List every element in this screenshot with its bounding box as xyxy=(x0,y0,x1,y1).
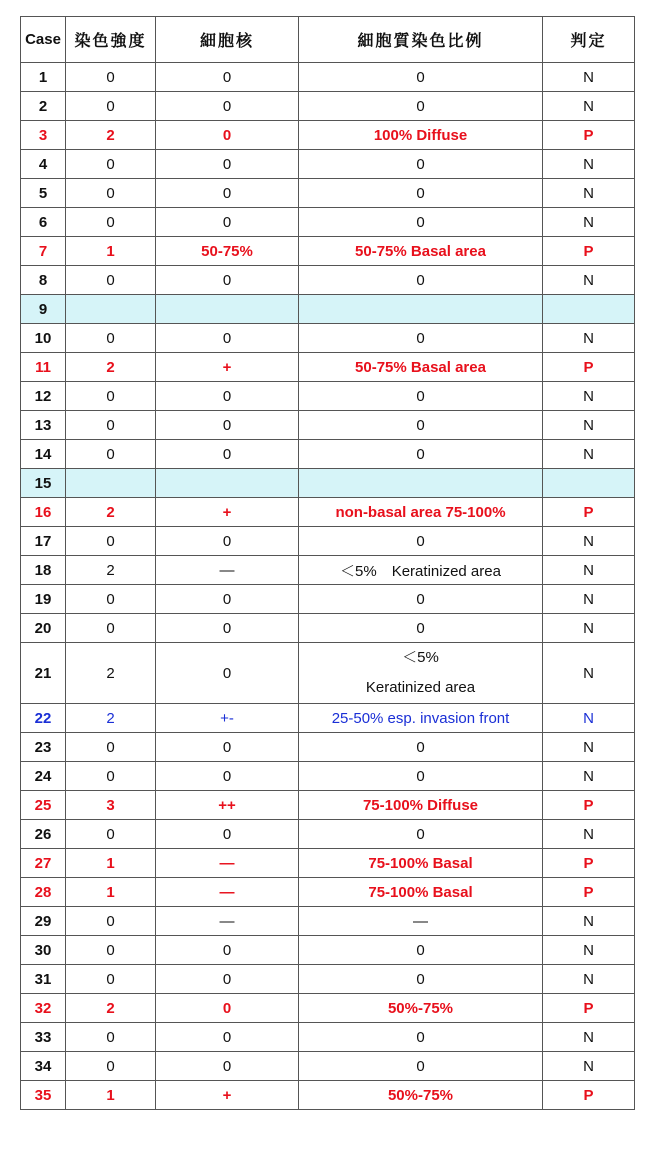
cell-case: 27 xyxy=(21,849,66,878)
cell-nucleus: 0 xyxy=(156,965,299,994)
table-row xyxy=(21,353,635,382)
cell-intensity: 0 xyxy=(66,266,156,295)
cell-intensity: 0 xyxy=(66,762,156,791)
cell-intensity: 2 xyxy=(66,353,156,382)
cell-nucleus: ++ xyxy=(156,791,299,820)
cell-intensity: 0 xyxy=(66,150,156,179)
cell-nucleus: 0 xyxy=(156,1023,299,1052)
cell-intensity: 0 xyxy=(66,382,156,411)
cell-intensity xyxy=(66,295,156,324)
header-intensity: 染色強度 xyxy=(66,17,156,63)
table-row xyxy=(21,820,635,849)
cell-nucleus: + xyxy=(156,1081,299,1110)
cell-intensity: 0 xyxy=(66,440,156,469)
cell-case: 21 xyxy=(21,643,66,704)
cell-case: 4 xyxy=(21,150,66,179)
cell-nucleus: 0 xyxy=(156,643,299,704)
cell-nucleus: — xyxy=(156,556,299,585)
cell-nucleus: 0 xyxy=(156,762,299,791)
cell-cytoplasm: 0 xyxy=(299,585,543,614)
table-row xyxy=(21,994,635,1023)
cell-intensity: 0 xyxy=(66,411,156,440)
table-row xyxy=(21,1052,635,1081)
cell-result: N xyxy=(543,936,635,965)
cell-case: 5 xyxy=(21,179,66,208)
table-row xyxy=(21,121,635,150)
cell-cytoplasm: 100% Diffuse xyxy=(299,121,543,150)
cell-cytoplasm: 0 xyxy=(299,762,543,791)
cell-cytoplasm-line: ＜5% xyxy=(402,649,439,666)
cell-case: 14 xyxy=(21,440,66,469)
table-row xyxy=(21,295,635,324)
table-row xyxy=(21,411,635,440)
table-row xyxy=(21,1023,635,1052)
cell-case: 35 xyxy=(21,1081,66,1110)
cell-result: N xyxy=(543,150,635,179)
table-row xyxy=(21,733,635,762)
cell-intensity: 0 xyxy=(66,907,156,936)
cell-cytoplasm: 0 xyxy=(299,820,543,849)
cell-case: 29 xyxy=(21,907,66,936)
cell-result: N xyxy=(543,63,635,92)
cell-intensity: 1 xyxy=(66,237,156,266)
cell-nucleus: 0 xyxy=(156,936,299,965)
cell-intensity: 2 xyxy=(66,704,156,733)
cell-intensity: 2 xyxy=(66,994,156,1023)
table-row xyxy=(21,150,635,179)
cell-intensity: 0 xyxy=(66,92,156,121)
cell-cytoplasm: 0 xyxy=(299,324,543,353)
cell-nucleus: 0 xyxy=(156,527,299,556)
cell-result: P xyxy=(543,994,635,1023)
cell-result: N xyxy=(543,585,635,614)
cell-result: P xyxy=(543,121,635,150)
cell-result: N xyxy=(543,820,635,849)
cell-case: 10 xyxy=(21,324,66,353)
table-row xyxy=(21,556,635,585)
cell-result: N xyxy=(543,208,635,237)
cell-intensity: 0 xyxy=(66,527,156,556)
cell-result: N xyxy=(543,527,635,556)
cell-nucleus: 0 xyxy=(156,63,299,92)
table-row xyxy=(21,179,635,208)
cell-result: P xyxy=(543,878,635,907)
cell-case: 22 xyxy=(21,704,66,733)
cell-result: N xyxy=(543,1052,635,1081)
cell-nucleus: 0 xyxy=(156,324,299,353)
cell-nucleus xyxy=(156,295,299,324)
cell-intensity: 2 xyxy=(66,121,156,150)
cell-nucleus: +- xyxy=(156,704,299,733)
cell-cytoplasm: 50%-75% xyxy=(299,1081,543,1110)
cell-result: N xyxy=(543,92,635,121)
cell-case: 8 xyxy=(21,266,66,295)
cell-case: 33 xyxy=(21,1023,66,1052)
cell-intensity: 1 xyxy=(66,1081,156,1110)
cell-case: 12 xyxy=(21,382,66,411)
table-row xyxy=(21,92,635,121)
cell-case: 32 xyxy=(21,994,66,1023)
cell-case: 18 xyxy=(21,556,66,585)
table-row xyxy=(21,469,635,498)
table-row xyxy=(21,907,635,936)
cell-cytoplasm: 50%-75% xyxy=(299,994,543,1023)
table-row xyxy=(21,762,635,791)
cell-cytoplasm: 0 xyxy=(299,208,543,237)
cell-cytoplasm: 75-100% Diffuse xyxy=(299,791,543,820)
results-table xyxy=(20,16,635,1110)
cell-cytoplasm xyxy=(299,469,543,498)
cell-result: N xyxy=(543,411,635,440)
cell-intensity: 3 xyxy=(66,791,156,820)
cell-intensity: 2 xyxy=(66,643,156,704)
cell-intensity: 0 xyxy=(66,585,156,614)
cell-cytoplasm: 75-100% Basal xyxy=(299,849,543,878)
cell-intensity: 0 xyxy=(66,965,156,994)
cell-result: N xyxy=(543,179,635,208)
header-case: Case xyxy=(21,17,66,63)
cell-case: 1 xyxy=(21,63,66,92)
cell-cytoplasm: 0 xyxy=(299,1023,543,1052)
cell-case: 6 xyxy=(21,208,66,237)
cell-cytoplasm: 0 xyxy=(299,965,543,994)
cell-case: 11 xyxy=(21,353,66,382)
table-row xyxy=(21,936,635,965)
cell-case: 30 xyxy=(21,936,66,965)
cell-cytoplasm: 0 xyxy=(299,63,543,92)
cell-intensity: 0 xyxy=(66,936,156,965)
cell-nucleus: + xyxy=(156,498,299,527)
cell-cytoplasm: 0 xyxy=(299,150,543,179)
table-row xyxy=(21,266,635,295)
table-row xyxy=(21,208,635,237)
cell-cytoplasm: — xyxy=(299,907,543,936)
cell-result: N xyxy=(543,965,635,994)
cell-intensity: 0 xyxy=(66,1052,156,1081)
table-row xyxy=(21,791,635,820)
cell-nucleus: 50-75% xyxy=(156,237,299,266)
table-row xyxy=(21,965,635,994)
cell-result: N xyxy=(543,614,635,643)
cell-case: 20 xyxy=(21,614,66,643)
cell-result: P xyxy=(543,498,635,527)
cell-cytoplasm: 0 xyxy=(299,527,543,556)
cell-nucleus: 0 xyxy=(156,179,299,208)
cell-cytoplasm: 50-75% Basal area xyxy=(299,353,543,382)
cell-result xyxy=(543,469,635,498)
cell-cytoplasm: 0 xyxy=(299,936,543,965)
table-row xyxy=(21,237,635,266)
cell-cytoplasm: 0 xyxy=(299,733,543,762)
table-header xyxy=(21,17,635,63)
table-row xyxy=(21,614,635,643)
cell-result: N xyxy=(543,643,635,704)
header-nucleus: 細胞核 xyxy=(156,17,299,63)
cell-result: N xyxy=(543,733,635,762)
table-row xyxy=(21,878,635,907)
cell-cytoplasm: 0 xyxy=(299,614,543,643)
cell-nucleus: 0 xyxy=(156,208,299,237)
cell-case: 25 xyxy=(21,791,66,820)
table-body xyxy=(21,63,635,1110)
cell-intensity: 1 xyxy=(66,878,156,907)
cell-cytoplasm: 0 xyxy=(299,92,543,121)
cell-intensity xyxy=(66,469,156,498)
cell-nucleus: 0 xyxy=(156,820,299,849)
cell-intensity: 0 xyxy=(66,63,156,92)
cell-case: 17 xyxy=(21,527,66,556)
cell-case: 31 xyxy=(21,965,66,994)
cell-intensity: 0 xyxy=(66,208,156,237)
cell-case: 3 xyxy=(21,121,66,150)
table-row xyxy=(21,382,635,411)
cell-nucleus: 0 xyxy=(156,266,299,295)
cell-result: N xyxy=(543,1023,635,1052)
header-row xyxy=(21,17,635,63)
cell-intensity: 0 xyxy=(66,179,156,208)
cell-cytoplasm: 25-50% esp. invasion front xyxy=(299,704,543,733)
cell-case: 34 xyxy=(21,1052,66,1081)
header-result: 判定 xyxy=(543,17,635,63)
cell-case: 19 xyxy=(21,585,66,614)
cell-intensity: 2 xyxy=(66,498,156,527)
table-row xyxy=(21,643,635,704)
cell-nucleus: 0 xyxy=(156,585,299,614)
cell-intensity: 0 xyxy=(66,820,156,849)
cell-case: 24 xyxy=(21,762,66,791)
cell-cytoplasm: 0 xyxy=(299,266,543,295)
cell-case: 9 xyxy=(21,295,66,324)
cell-nucleus xyxy=(156,469,299,498)
cell-nucleus: + xyxy=(156,353,299,382)
cell-nucleus: — xyxy=(156,849,299,878)
cell-case: 15 xyxy=(21,469,66,498)
cell-cytoplasm: 0 xyxy=(299,411,543,440)
cell-result xyxy=(543,295,635,324)
cell-cytoplasm xyxy=(299,643,543,704)
table-row xyxy=(21,704,635,733)
cell-result: P xyxy=(543,849,635,878)
cell-cytoplasm: 0 xyxy=(299,179,543,208)
cell-nucleus: 0 xyxy=(156,150,299,179)
cell-result: N xyxy=(543,324,635,353)
table-row xyxy=(21,585,635,614)
cell-intensity: 2 xyxy=(66,556,156,585)
cell-result: N xyxy=(543,266,635,295)
cell-intensity: 1 xyxy=(66,849,156,878)
cell-intensity: 0 xyxy=(66,733,156,762)
cell-case: 26 xyxy=(21,820,66,849)
table-row xyxy=(21,63,635,92)
table-row xyxy=(21,498,635,527)
cell-result: P xyxy=(543,353,635,382)
cell-result: N xyxy=(543,907,635,936)
cell-nucleus: — xyxy=(156,878,299,907)
cell-nucleus: 0 xyxy=(156,994,299,1023)
cell-result: N xyxy=(543,556,635,585)
cell-nucleus: — xyxy=(156,907,299,936)
cell-result: N xyxy=(543,440,635,469)
cell-case: 16 xyxy=(21,498,66,527)
cell-cytoplasm: 0 xyxy=(299,1052,543,1081)
header-cytoplasm-ratio: 細胞質染色比例 xyxy=(299,17,543,63)
cell-result: N xyxy=(543,704,635,733)
cell-nucleus: 0 xyxy=(156,121,299,150)
cell-cytoplasm-line: Keratinized area xyxy=(365,679,476,696)
cell-nucleus: 0 xyxy=(156,1052,299,1081)
cell-nucleus: 0 xyxy=(156,440,299,469)
table-row xyxy=(21,849,635,878)
cell-case: 28 xyxy=(21,878,66,907)
cell-cytoplasm: non-basal area 75-100% xyxy=(299,498,543,527)
table-row xyxy=(21,527,635,556)
cell-result: P xyxy=(543,1081,635,1110)
cell-nucleus: 0 xyxy=(156,411,299,440)
cell-nucleus: 0 xyxy=(156,614,299,643)
cell-cytoplasm: 0 xyxy=(299,382,543,411)
cell-intensity: 0 xyxy=(66,324,156,353)
table-row xyxy=(21,440,635,469)
table-row xyxy=(21,324,635,353)
cell-result: N xyxy=(543,762,635,791)
cell-cytoplasm: 0 xyxy=(299,440,543,469)
cell-cytoplasm: 75-100% Basal xyxy=(299,878,543,907)
cell-cytoplasm: 50-75% Basal area xyxy=(299,237,543,266)
cell-case: 13 xyxy=(21,411,66,440)
cell-intensity: 0 xyxy=(66,1023,156,1052)
cell-result: N xyxy=(543,382,635,411)
table-row xyxy=(21,1081,635,1110)
cell-result: P xyxy=(543,237,635,266)
cell-cytoplasm xyxy=(299,295,543,324)
cell-nucleus: 0 xyxy=(156,92,299,121)
cell-case: 23 xyxy=(21,733,66,762)
cell-case: 7 xyxy=(21,237,66,266)
cell-intensity: 0 xyxy=(66,614,156,643)
cell-nucleus: 0 xyxy=(156,382,299,411)
cell-case: 2 xyxy=(21,92,66,121)
cell-cytoplasm: ＜5% Keratinized area xyxy=(299,556,543,585)
cell-nucleus: 0 xyxy=(156,733,299,762)
cell-result: P xyxy=(543,791,635,820)
